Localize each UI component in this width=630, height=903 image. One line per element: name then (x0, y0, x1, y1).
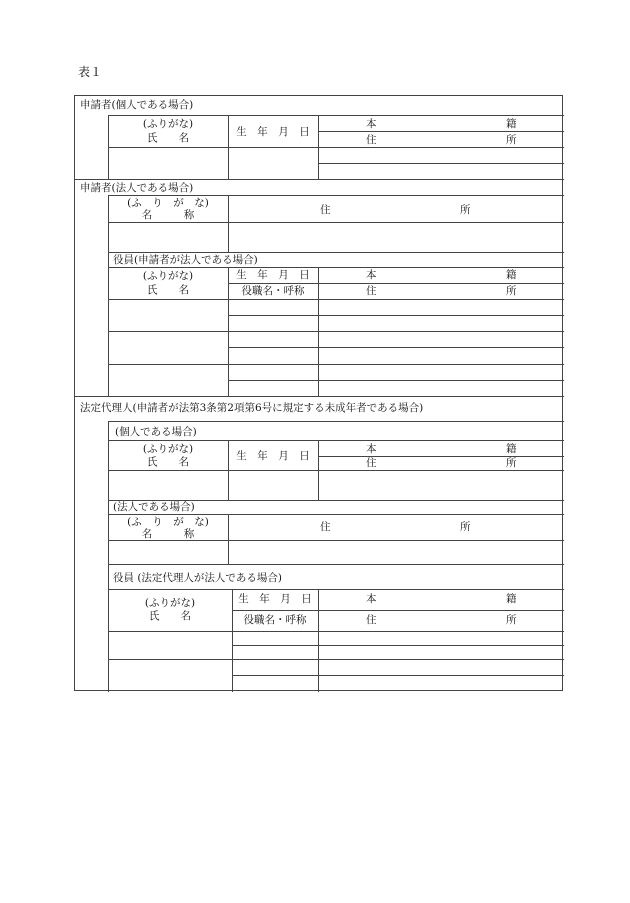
address-label-left: 住 (366, 285, 377, 297)
honseki-label-right: 籍 (506, 443, 517, 455)
birthdate-label: 生 年 月 日 (236, 450, 310, 462)
section-heading-individual-applicant: 申請者(個人である場合) (80, 99, 194, 111)
section-heading-legal-representative: 法定代理人(申請者が法第3条第2項第6号に規定する未成年者である場合) (80, 402, 424, 414)
name-label: 氏 名 (147, 456, 189, 468)
address-label-right: 所 (506, 285, 517, 297)
furigana-label: (ふりがな) (142, 270, 194, 282)
honseki-label-right: 籍 (506, 269, 517, 281)
name-label: 氏 名 (147, 132, 189, 144)
address-label-left: 住 (320, 204, 331, 216)
subheading-corporate: (法人である場合) (113, 501, 195, 513)
column-divider (318, 589, 319, 692)
section-divider (75, 179, 564, 180)
row-divider (108, 147, 564, 148)
row-divider (232, 610, 564, 611)
furigana-label: (ふりがな) (144, 597, 196, 609)
address-label-right: 所 (460, 521, 471, 533)
furigana-label: (ふりがな) (142, 118, 194, 130)
row-divider (108, 631, 564, 632)
application-form-table (74, 95, 563, 691)
honseki-label-left: 本 (366, 118, 377, 130)
row-divider (318, 456, 564, 457)
address-label-left: 住 (366, 457, 377, 469)
address-label-right: 所 (506, 457, 517, 469)
name-label: 氏 名 (147, 284, 189, 296)
row-divider (108, 267, 564, 268)
birthdate-label: 生 年 月 日 (236, 269, 310, 281)
furigana-label: (ふ り が な) (127, 516, 209, 528)
column-divider (228, 514, 229, 564)
row-divider (228, 380, 564, 381)
address-label-right: 所 (460, 204, 471, 216)
honseki-label-right: 籍 (506, 118, 517, 130)
subheading-officers: 役員 (法定代理人が法人である場合) (113, 572, 283, 584)
row-divider (108, 364, 564, 365)
honseki-label-left: 本 (366, 443, 377, 455)
furigana-label: (ふ り が な) (127, 197, 209, 209)
row-divider (108, 115, 564, 116)
row-divider (232, 675, 564, 676)
name-label: 氏 名 (149, 610, 191, 622)
table-title: 表１ (78, 65, 103, 79)
position-title-label: 役職名・呼称 (243, 614, 307, 626)
row-divider (228, 283, 564, 284)
row-divider (108, 470, 564, 471)
address-label-right: 所 (506, 134, 517, 146)
honseki-label-right: 籍 (506, 593, 517, 605)
birthdate-label: 生 年 月 日 (238, 593, 312, 605)
row-divider (318, 163, 564, 164)
row-divider (228, 315, 564, 316)
position-title-label: 役職名・呼称 (241, 285, 305, 297)
address-label-right: 所 (506, 614, 517, 626)
row-divider (108, 514, 564, 515)
row-divider (108, 252, 564, 253)
row-divider (108, 659, 564, 660)
corporate-name-label: 名 称 (141, 528, 195, 540)
section-heading-officers: 役員(申請者が法人である場合) (113, 254, 258, 266)
section-heading-corporate-applicant: 申請者(法人である場合) (80, 182, 194, 194)
subheading-individual: (個人である場合) (115, 426, 197, 438)
row-divider (108, 222, 564, 223)
row-divider (228, 347, 564, 348)
row-divider (108, 331, 564, 332)
furigana-label: (ふりがな) (142, 443, 194, 455)
address-label-left: 住 (320, 521, 331, 533)
row-divider (108, 540, 564, 541)
address-label-left: 住 (366, 134, 377, 146)
row-divider (108, 564, 564, 565)
section-divider (75, 396, 564, 397)
row-divider (108, 440, 564, 441)
row-divider (108, 589, 564, 590)
row-divider (108, 299, 564, 300)
honseki-label-left: 本 (366, 593, 377, 605)
address-label-left: 住 (366, 614, 377, 626)
corporate-name-label: 名 称 (141, 209, 195, 221)
column-divider (228, 195, 229, 252)
row-divider (108, 195, 564, 196)
row-divider (232, 645, 564, 646)
birthdate-label: 生 年 月 日 (236, 126, 310, 138)
row-divider (318, 131, 564, 132)
row-divider (108, 421, 564, 422)
honseki-label-left: 本 (366, 269, 377, 281)
